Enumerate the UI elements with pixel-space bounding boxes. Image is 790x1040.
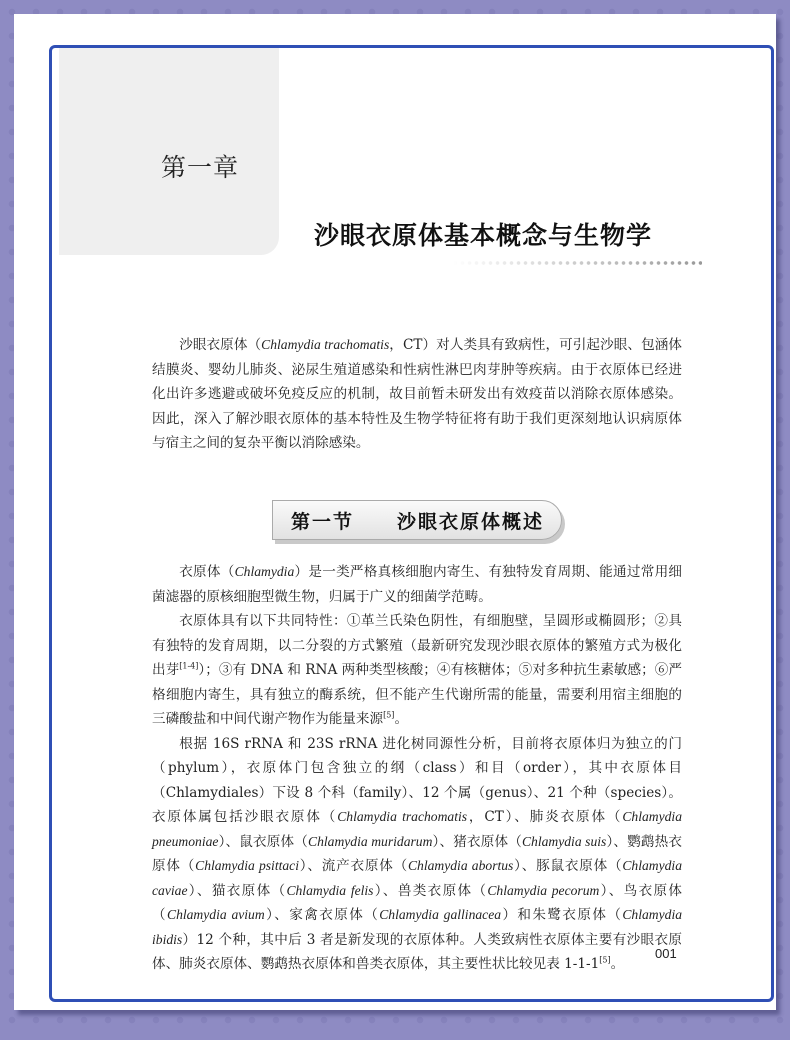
species-name: Chlamydia abortus <box>407 858 514 873</box>
paragraph <box>152 732 682 977</box>
text-run: 。 <box>610 956 625 972</box>
text-run: ）、鼠衣原体（ <box>218 833 309 850</box>
paragraph <box>152 609 682 732</box>
species-name: Chlamydia psittaci <box>195 858 299 873</box>
chapter-title: 沙眼衣原体基本概念与生物学 <box>314 221 653 250</box>
page-number: 001 <box>655 946 677 961</box>
text-run: 衣原体具有以下共同特性：①革兰氏染色阴性，有细胞壁，呈圆形或椭圆形；②具有独特的发育周期，以二分裂的方式繁殖（最新研究发现沙眼衣原体的繁殖方式为极化出芽 <box>152 613 682 678</box>
page-sheet <box>14 14 776 1010</box>
citation: [5] <box>599 955 611 965</box>
text-run: 。 <box>394 711 409 727</box>
citation: [1-4] <box>179 661 199 671</box>
intro-text <box>152 333 682 456</box>
paragraph <box>152 560 682 609</box>
text-run: ）12 个种，其中后 3 者是新发现的衣原体种。人类致病性衣原体主要有沙眼衣原体、肺炎衣原体、鹦鹉热衣原体和兽类衣原体，其主要性状比较见表 1-1-1 <box>152 931 682 972</box>
species-name: Chlamydia felis <box>286 882 374 898</box>
text-run: ）是一类严格真核细胞内寄生、有独特发育周期、能通过常用细菌滤器的原核细胞型微生物，归属于广义的细菌学范畴。 <box>152 564 683 605</box>
text-run: 衣原体（ <box>179 564 235 580</box>
species-name: Chlamydia avium <box>167 907 265 922</box>
decorative-dot-line <box>452 261 702 265</box>
text-run: ）、鸟衣原体（ <box>152 882 683 923</box>
text-run: ）；③有 DNA 和 RNA 两种类型核酸；④有核糖体；⑤对多种抗生素敏感；⑥严格细胞内寄生，具有独立的酶系统，但不能产生代谢所需的能量，需要利用宿主细胞的三磷酸盐和中间代谢产物作为能量来源 <box>152 662 682 727</box>
chapter-number: 第一章 <box>161 153 240 182</box>
page-frame <box>49 45 774 1002</box>
text-run: 沙眼衣原体（ <box>179 337 262 353</box>
section-title: 沙眼衣原体概述 <box>397 511 545 533</box>
text-run: ）和朱鹭衣原体（ <box>501 907 623 923</box>
species-name: Chlamydia gallinacea <box>379 907 502 922</box>
paragraph <box>152 333 682 456</box>
text-run: ）、家禽衣原体（ <box>264 907 380 923</box>
species-name: Chlamydia muridarum <box>308 833 433 849</box>
species-name: Chlamydia suis <box>521 833 607 849</box>
text-run: ）、猫衣原体（ <box>187 882 287 899</box>
text-run: ，CT）、肺炎衣原体（ <box>467 809 623 825</box>
text-run: ）、豚鼠衣原体（ <box>513 858 623 874</box>
species-name: Chlamydia pneumoniae <box>152 809 683 849</box>
text-run: ）、鹦鹉热衣原体（ <box>152 833 683 874</box>
species-name: Chlamydia caviae <box>152 858 682 898</box>
text-run: ，CT）对人类具有致病性，可引起沙眼、包涵体结膜炎、婴幼儿肺炎、泌尿生殖道感染和性病性淋巴肉芽肿等疾病。由于衣原体已经进化出许多逃避或破坏免疫反应的机制，故目前暂未研发出有效疫苗以消除衣原体感染。因此，深入了解沙眼衣原体的基本特性及生物学特征将有助于我们更深刻地认识病原体与宿主之间的复杂平衡以消除感染。 <box>152 337 682 451</box>
text-run: ）、猪衣原体（ <box>432 833 522 850</box>
chapter-header-box <box>59 48 279 255</box>
text-run: 根据 16S rRNA 和 23S rRNA 进化树同源性分析，目前将衣原体归为独立的门（phylum），衣原体门包含独立的纲（class）和目（order），其中衣原体目（Chlamydiales）下设 8 个科（family）、12 个属（genus）、21 个种（species）。衣原体属包括沙眼衣原体（ <box>152 735 682 825</box>
species-name: Chlamydia pecorum <box>487 882 600 898</box>
text-run: ）、兽类衣原体（ <box>373 882 488 899</box>
species-name: Chlamydia trachomatis <box>337 809 468 824</box>
text-run: ）、流产衣原体（ <box>299 858 408 874</box>
species-name: Chlamydia ibidis <box>152 907 683 947</box>
species-name: Chlamydia <box>234 564 295 579</box>
body-text <box>152 560 682 977</box>
citation: [5] <box>383 710 395 720</box>
section-label: 第一节 <box>291 511 355 533</box>
section-heading <box>272 500 562 540</box>
species-name: Chlamydia trachomatis <box>261 337 390 352</box>
